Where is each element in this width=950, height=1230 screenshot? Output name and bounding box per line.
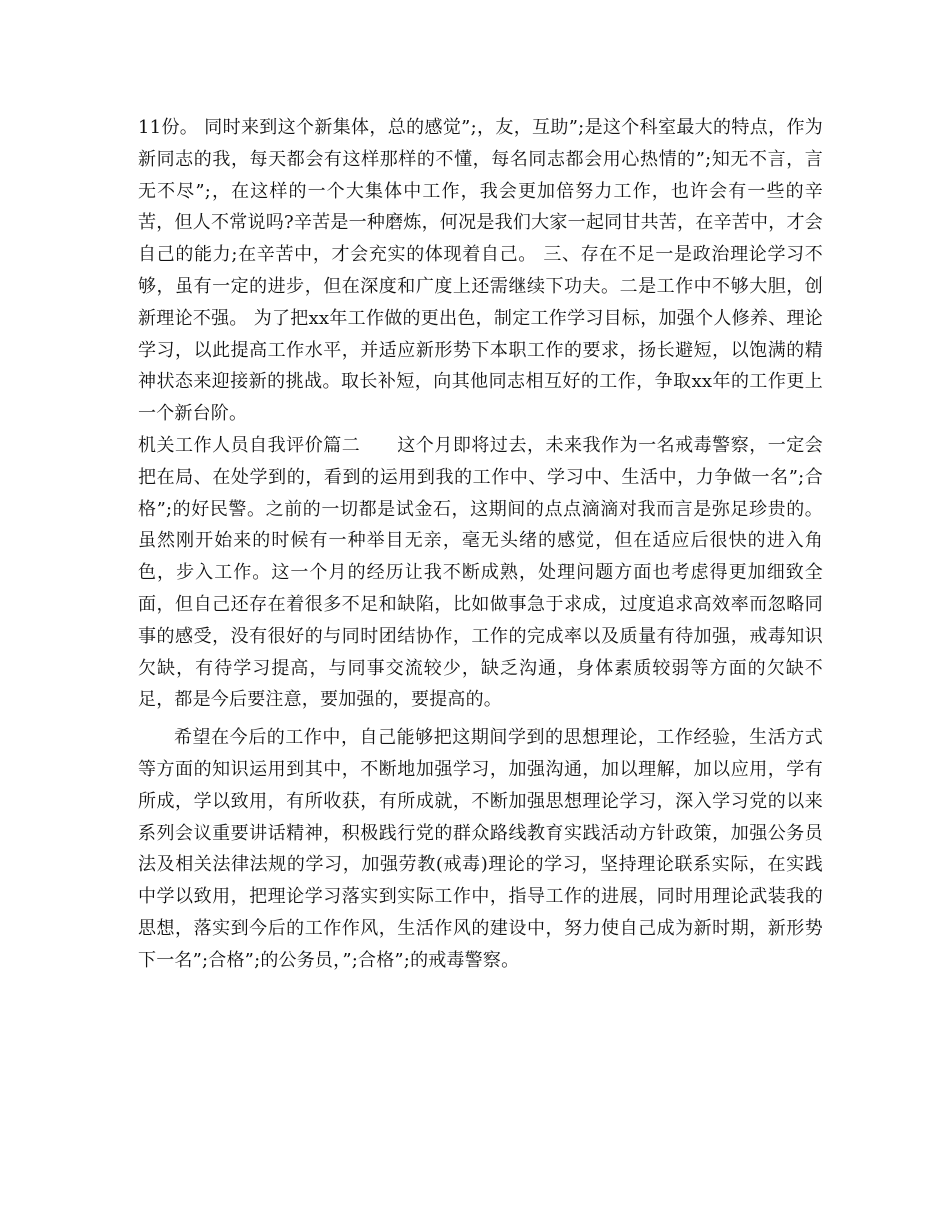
paragraph-3: 希望在今后的工作中，自己能够把这期间学到的思想理论，工作经验，生活方式等方面的知识运用到其中，不断地加强学习，加强沟通，加以理解，加以应用，学有所成，学以致用，有所收获，有所成就，不断加强思想理论学习，深入学习党的以来系列会议重要讲话精神，积极践行党的群众路线教育实践活动方针政策，加强公务员法及相关法律法规的学习，加强劳教(戒毒)理论的学习，坚持理论联系实际，在实践中学以致用，把理论学习落实到实际工作中，指导工作的进展，同时用理论武装我的思想，落实到今后的工作作风，生活作风的建设中，努力使自己成为新时期，新形势下一名”;合格”;的公务员，”;合格”;的戒毒警察。 — [138, 727, 823, 971]
paragraph-2-text: 这个月即将过去，未来我作为一名戒毒警察，一定会把在局、在处学到的，看到的运用到我的工作中、学习中、生活中，力争做一名”;合格”;的好民警。之前的一切都是试金石，这期间的点点滴滴对我而言是弥足珍贵的。虽然刚开始来的时候有一种举目无亲，毫无头绪的感觉，但在适应后很快的进入角色，步入工作。这一个月的经历让我不断成熟，处理问题方面也考虑得更加细致全面，但自己还存在着很多不足和缺陷，比如做事急于求成，过度追求高效率而忽略同事的感受，没有很好的与同时团结协作，工作的完成率以及质量有待加强，戒毒知识欠缺，有待学习提高，与同事交流较少，缺乏沟通，身体素质较弱等方面的欠缺不足，都是今后要注意，要加强的，要提高的。 — [138, 434, 823, 711]
document-body — [138, 112, 823, 977]
section-heading: 机关工作人员自我评价篇二 — [138, 434, 361, 456]
paragraph-2 — [138, 430, 823, 716]
paragraph-1: 11份。 同时来到这个新集体，总的感觉”;，友，互助”;是这个科室最大的特点，作为新同志的我，每天都会有这样那样的不懂，每名同志都会用心热情的”;知无不言，言无不尽”;，在这样的一个大集体中工作，我会更加倍努力工作，也许会有一些的辛苦，但人不常说吗?辛苦是一种磨炼，何况是我们大家一起同甘共苦，在辛苦中，才会自己的能力;在辛苦中，才会充实的体现着自己。 三、存在不足一是政治理论学习不够，虽有一定的进步，但在深度和广度上还需继续下功夫。二是工作中不够大胆，创新理论不强。 为了把xx年工作做的更出色，制定工作学习目标，加强个人修养、理论学习，以此提高工作水平，并适应新形势下本职工作的要求，扬长避短，以饱满的精神状态来迎接新的挑战。取长补短，向其他同志相互好的工作，争取xx年的工作更上一个新台阶。 — [138, 117, 823, 425]
